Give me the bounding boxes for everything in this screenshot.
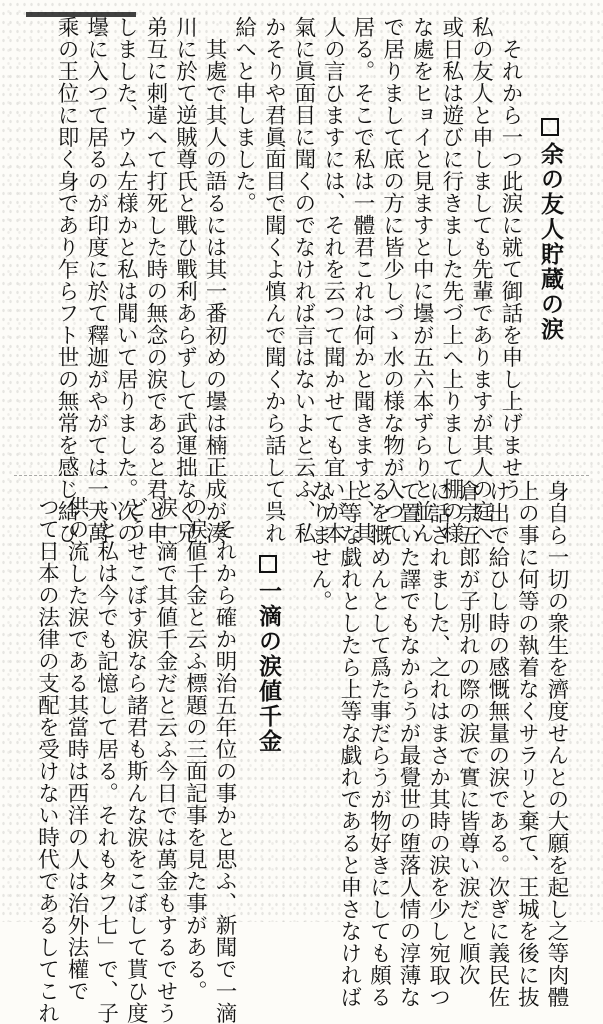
- text-column: 氣に眞面目に聞くのでなければ言はないよと云ふ、私: [290, 16, 316, 544]
- text-column: 私の友人と申しましても先輩でありますが其人の庭へ: [468, 16, 494, 544]
- text-column: 上の事に何等の執着なくサラリと棄て、王城を後に抜: [514, 480, 540, 1008]
- text-column: 其處で其人の語るには其一番初めの壜は楠正成が湊: [202, 16, 228, 544]
- text-column: それから確か明治五年位の事かと思ふ、新聞で一滴: [212, 496, 237, 1024]
- text-column: かそりや君眞面目で聞くよ慎んで聞くから話して呉れ: [261, 16, 287, 544]
- text-column: で居りまして底の方に皆少しづゝ水の様な物が入つて: [379, 16, 405, 544]
- text-column: るを慨めんとして爲た事だらうが物好きにしても頗る: [366, 480, 392, 1008]
- text-column: て置いた譯でもなからうが最覺世の堕落人情の淳薄な: [396, 480, 422, 1008]
- text-column: に話されました、之れはまさか其時の涙を少し宛取つ: [425, 480, 451, 1008]
- title-marker-box: [541, 118, 559, 136]
- text-column: どうせこぼす涙なら諸君も斯んな涙をこぼして貰ひ度: [123, 496, 149, 1024]
- text-column: な處をヒョイと見ますと中に壜が五六本ずらりと並ん: [409, 16, 435, 544]
- text-column: 或日私は遊びに行きました先づ上へ上りまして棚の様: [438, 16, 464, 544]
- bottom-body-text-right: [305, 480, 571, 1008]
- bottom-body-text-left: [32, 496, 239, 1024]
- text-column: それから一つ此涙に就て御話を申し上げませう: [498, 16, 523, 500]
- top-body-text: [52, 16, 526, 544]
- text-column: の涙値千金と云ふ標題の三面記事を見た事がある。: [182, 496, 208, 1002]
- text-column: 身自ら一切の衆生を濟度せんとの大願を起し之等肉體: [544, 480, 569, 1008]
- text-column: 給へと申しました。: [231, 16, 257, 214]
- text-column: け出で給ひし時の感慨無量の涙である。次ぎに義民佐: [484, 480, 510, 1008]
- section-divider: [14, 475, 589, 476]
- text-column: 弟互に刺違へて打死した時の無念の涙であると君と申: [142, 16, 168, 544]
- bottom-section-title: [252, 555, 285, 754]
- text-column: 居る。そこで私は一體君これは何かと聞きますと、其: [350, 16, 376, 544]
- text-column: 川に於て逆賊尊氏と戰ひ戰利あらずして武運拙なく兄: [172, 16, 198, 544]
- text-column: 供の流した涙である其當時は西洋の人は治外法權で: [64, 496, 90, 1002]
- text-column: いと私は今でも記憶して居る。それもタフ七」で、子: [93, 496, 119, 1024]
- text-column: 倉宗五郎が子別れの際の涙で實に皆尊い涙だと順次: [455, 480, 481, 986]
- text-column: 上等な戯れとしたら上等な戯れであると申さなければ: [336, 480, 362, 1008]
- text-column: 人の言ひますには、それを云つて聞かせても宜いが本: [320, 16, 346, 544]
- text-column: つて日本の法律の支配を受けない時代であるしてこれ: [34, 496, 60, 1024]
- text-column: 涙一滴で其値千金だと云ふ今日では萬金もするでせう: [152, 496, 178, 1024]
- title-marker-box: [259, 555, 277, 573]
- text-column: なりません。: [307, 480, 333, 612]
- text-column: 壜に入つて居るのが印度に於て釋迦がやがては一天萬: [83, 16, 109, 544]
- text-column: しました、ウム左様かと私は聞いて居りました。次の: [113, 16, 139, 544]
- top-title-text: 余の友人貯蔵の涙: [537, 142, 564, 342]
- top-section-title: [534, 118, 567, 342]
- text-column: 乘の王位に即く身であり乍らフト世の無常を感じ給ひ: [54, 16, 80, 544]
- bottom-title-text: 一滴の涙値千金: [255, 579, 282, 754]
